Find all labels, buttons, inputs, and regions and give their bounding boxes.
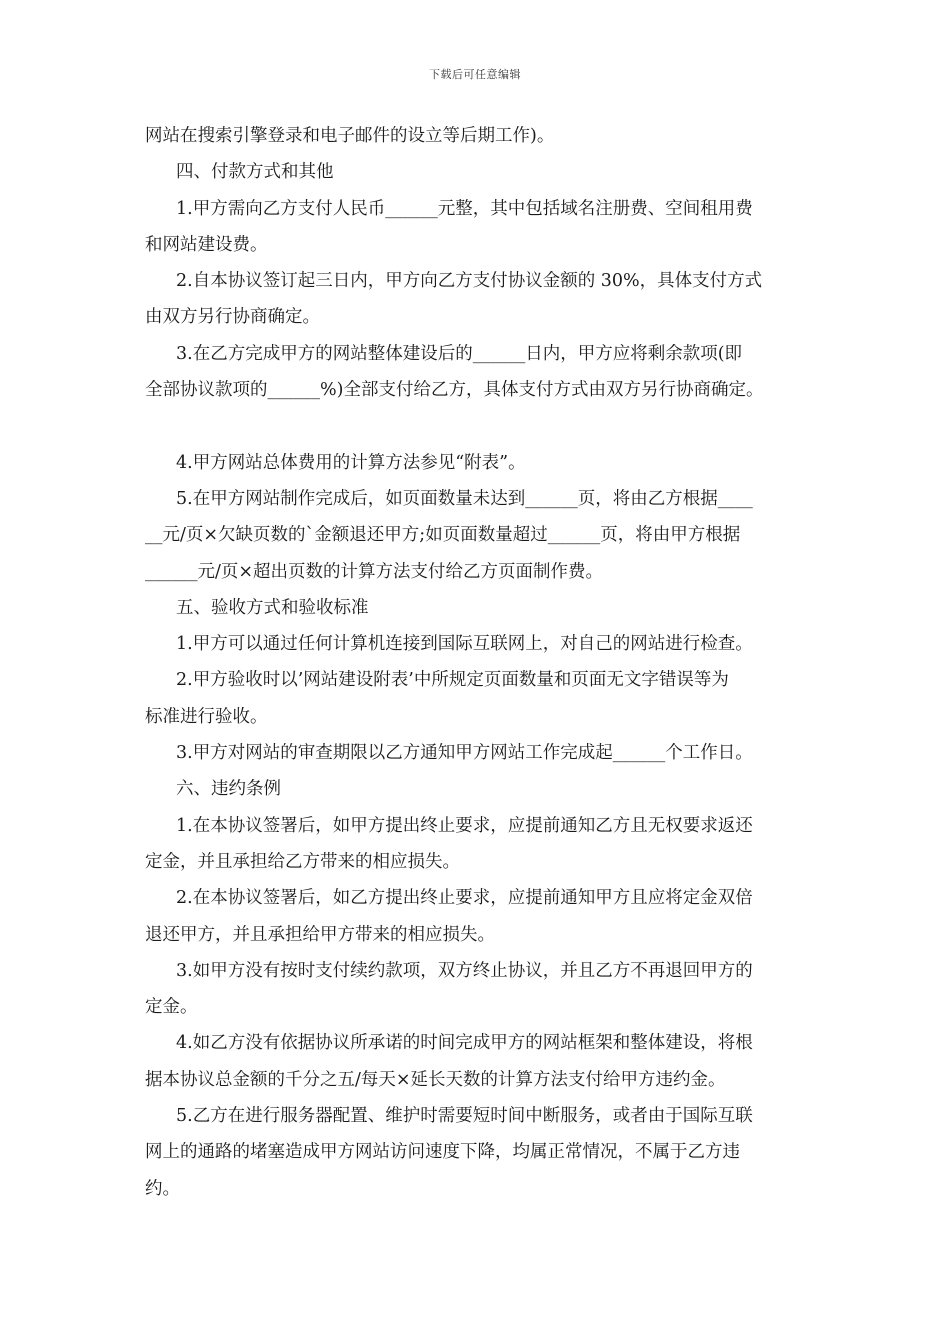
text-line: 定金。 xyxy=(145,997,198,1018)
paragraph xyxy=(145,118,817,154)
paragraph xyxy=(145,953,817,1026)
paragraph xyxy=(145,336,817,409)
text-line: 六、违约条例 xyxy=(176,779,281,800)
text-line: 1.在本协议签署后，如甲方提出终止要求，应提前通知乙方且无权要求返还 xyxy=(176,815,753,836)
paragraph xyxy=(145,880,817,953)
text-line: 全部协议款项的______%)全部支付给乙方，具体支付方式由双方另行协商确定。 xyxy=(145,380,764,401)
text-line: 5.乙方在进行服务器配置、维护时需要短时间中断服务，或者由于国际互联 xyxy=(176,1106,753,1127)
paragraph xyxy=(145,445,817,481)
page-header: 下载后可任意编辑 xyxy=(429,68,521,81)
text-line: 网上的通路的堵塞造成甲方网站访问速度下降，均属正常情况，不属于乙方违 xyxy=(145,1142,740,1163)
paragraph xyxy=(145,590,817,626)
text-line: 和网站建设费。 xyxy=(145,234,268,255)
text-line: 5.在甲方网站制作完成后，如页面数量未达到______页，将由乙方根据____ xyxy=(176,488,753,509)
paragraph xyxy=(145,1025,817,1098)
text-line: 退还甲方，并且承担给甲方带来的相应损失。 xyxy=(145,924,495,945)
text-line: 五、验收方式和验收标准 xyxy=(176,597,369,618)
text-line: 由双方另行协商确定。 xyxy=(145,307,320,328)
paragraph xyxy=(145,191,817,264)
text-line: 3.如甲方没有按时支付续约款项，双方终止协议，并且乙方不再退回甲方的 xyxy=(176,960,753,981)
text-line: 3.在乙方完成甲方的网站整体建设后的______日内，甲方应将剩余款项(即 xyxy=(176,343,743,364)
text-line: 网站在搜索引擎登录和电子邮件的设立等后期工作)。 xyxy=(145,126,555,146)
paragraph xyxy=(145,735,817,771)
paragraph-gap xyxy=(145,408,817,444)
text-line: ______元/页×超出页数的计算方法支付给乙方页面制作费。 xyxy=(145,561,604,582)
document-body xyxy=(145,118,817,1207)
paragraph xyxy=(145,808,817,881)
paragraph xyxy=(145,154,817,190)
text-line: 标准进行验收。 xyxy=(145,706,268,727)
text-line: 2.甲方验收时以’网站建设附表’中所规定页面数量和页面无文字错误等为 xyxy=(176,670,729,691)
text-line: 2.自本协议签订起三日内，甲方向乙方支付协议金额的 30%，具体支付方式 xyxy=(176,271,763,292)
text-line: 2.在本协议签署后，如乙方提出终止要求，应提前通知甲方且应将定金双倍 xyxy=(176,888,753,909)
paragraph xyxy=(145,662,817,735)
text-line: 1.甲方需向乙方支付人民币______元整，其中包括域名注册费、空间租用费 xyxy=(176,198,753,219)
paragraph xyxy=(145,263,817,336)
paragraph xyxy=(145,771,817,807)
paragraph xyxy=(145,1098,817,1207)
text-line: 据本协议总金额的千分之五/每天×延长天数的计算方法支付给甲方违约金。 xyxy=(145,1069,726,1090)
text-line: 4.如乙方没有依据协议所承诺的时间完成甲方的网站框架和整体建设，将根 xyxy=(176,1033,753,1054)
text-line: 3.甲方对网站的审查期限以乙方通知甲方网站工作完成起______个工作日。 xyxy=(176,743,753,764)
text-line: 约。 xyxy=(145,1178,180,1199)
text-line: 1.甲方可以通过任何计算机连接到国际互联网上，对自己的网站进行检查。 xyxy=(176,634,753,655)
text-line: 4.甲方网站总体费用的计算方法参见“附表”。 xyxy=(176,452,526,473)
paragraph xyxy=(145,626,817,662)
paragraph xyxy=(145,481,817,590)
text-line: 四、付款方式和其他 xyxy=(176,162,334,183)
text-line: 定金，并且承担给乙方带来的相应损失。 xyxy=(145,851,460,872)
text-line: __元/页×欠缺页数的`金额退还甲方;如页面数量超过______页，将由甲方根据 xyxy=(145,525,741,546)
